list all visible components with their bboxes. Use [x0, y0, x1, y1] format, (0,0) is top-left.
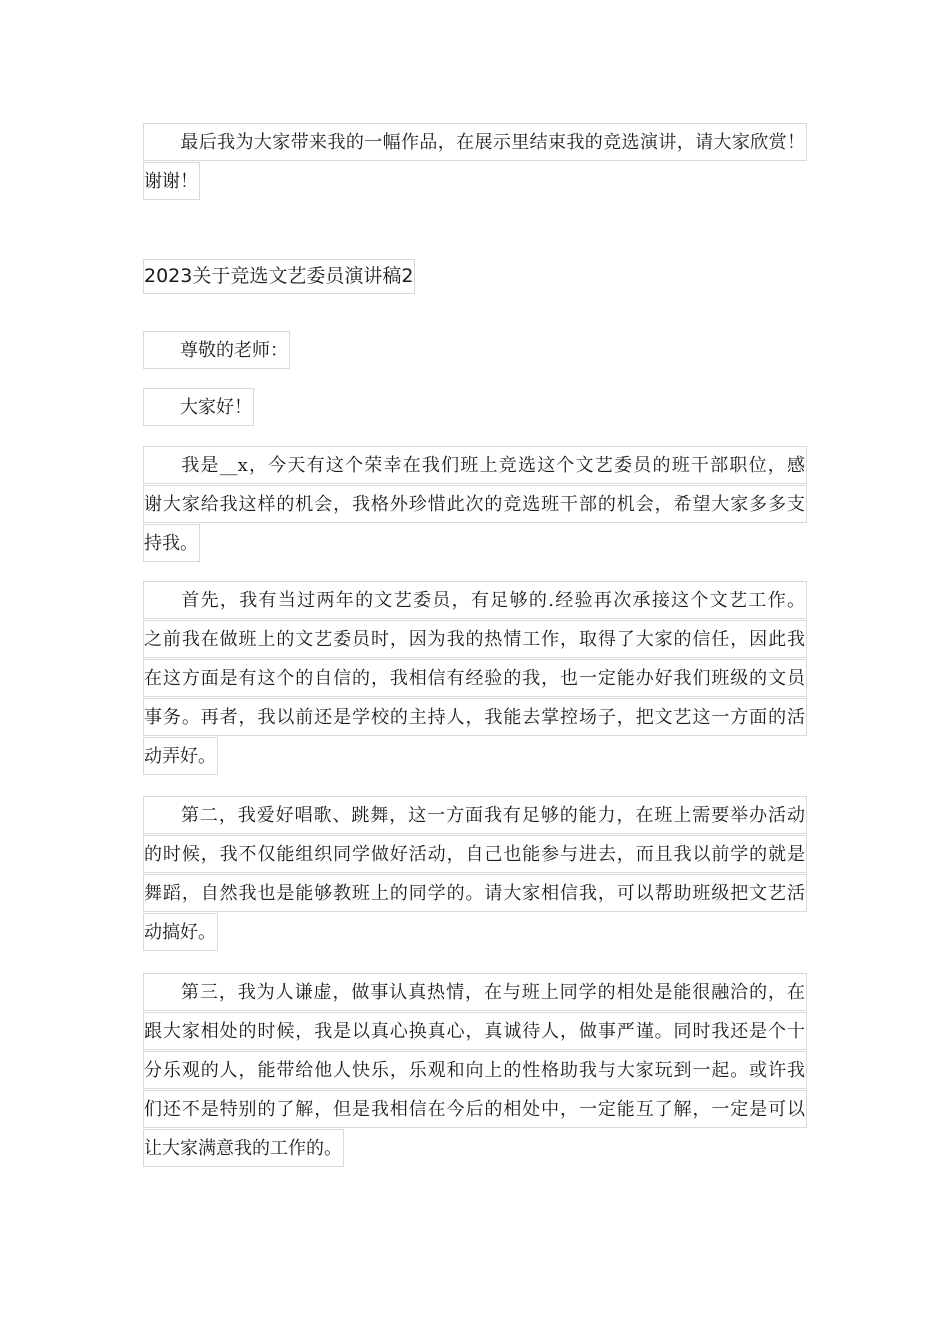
closing-paragraph: [143, 123, 807, 201]
paragraph-line: 的时候，我不仅能组织同学做好活动，自己也能参与进去，而且我以前学的就是: [143, 835, 807, 873]
paragraph-line: 动弄好。: [143, 737, 218, 775]
section-heading: 2023关于竞选文艺委员演讲稿2: [143, 259, 415, 294]
paragraph-line: 持我。: [143, 524, 200, 562]
paragraph-line: 之前我在做班上的文艺委员时，因为我的热情工作，取得了大家的信任，因此我: [143, 620, 807, 658]
paragraph-line: 我是__x，今天有这个荣幸在我们班上竞选这个文艺委员的班干部职位，感: [180, 455, 805, 476]
greeting-paragraph: [143, 331, 807, 370]
paragraph-third-reason: [143, 973, 807, 1168]
paragraph-line: 们还不是特别的了解，但是我相信在今后的相处中，一定能互了解，一定是可以: [143, 1090, 807, 1128]
paragraph-line: 分乐观的人，能带给他人快乐，乐观和向上的性格助我与大家玩到一起。或许我: [143, 1051, 807, 1089]
closing-line-1: 最后我为大家带来我的一幅作品，在展示里结束我的竞选演讲，请大家欣赏！: [180, 132, 805, 153]
paragraph-line: 让大家满意我的工作的。: [143, 1129, 344, 1167]
hello-paragraph: [143, 388, 807, 427]
paragraph-line: 谢大家给我这样的机会，我格外珍惜此次的竞选班干部的机会，希望大家多多支: [143, 485, 807, 523]
paragraph-line: 舞蹈，自然我也是能够教班上的同学的。请大家相信我，可以帮助班级把文艺活: [143, 874, 807, 912]
paragraph-line: 第三，我为人谦虚，做事认真热情，在与班上同学的相处是能很融洽的，在: [180, 982, 805, 1003]
paragraph-line: 跟大家相处的时候，我是以真心换真心，真诚待人，做事严谨。同时我还是个十: [143, 1012, 807, 1050]
paragraph-line: 动搞好。: [143, 913, 218, 951]
paragraph-line: 事务。再者，我以前还是学校的主持人，我能去掌控场子，把文艺这一方面的活: [143, 698, 807, 736]
hello-text: 大家好！: [180, 397, 252, 418]
paragraph-introduction: [143, 446, 807, 563]
greeting-text: 尊敬的老师：: [180, 340, 288, 361]
paragraph-second-reason: [143, 796, 807, 952]
paragraph-line: 第二，我爱好唱歌、跳舞，这一方面我有足够的能力，在班上需要举办活动: [180, 805, 805, 826]
paragraph-line: 在这方面是有这个的自信的，我相信有经验的我，也一定能办好我们班级的文员: [143, 659, 807, 697]
paragraph-first-reason: [143, 581, 807, 776]
paragraph-line: 首先，我有当过两年的文艺委员，有足够的.经验再次承接这个文艺工作。: [180, 590, 805, 611]
closing-line-2: 谢谢！: [143, 162, 200, 200]
